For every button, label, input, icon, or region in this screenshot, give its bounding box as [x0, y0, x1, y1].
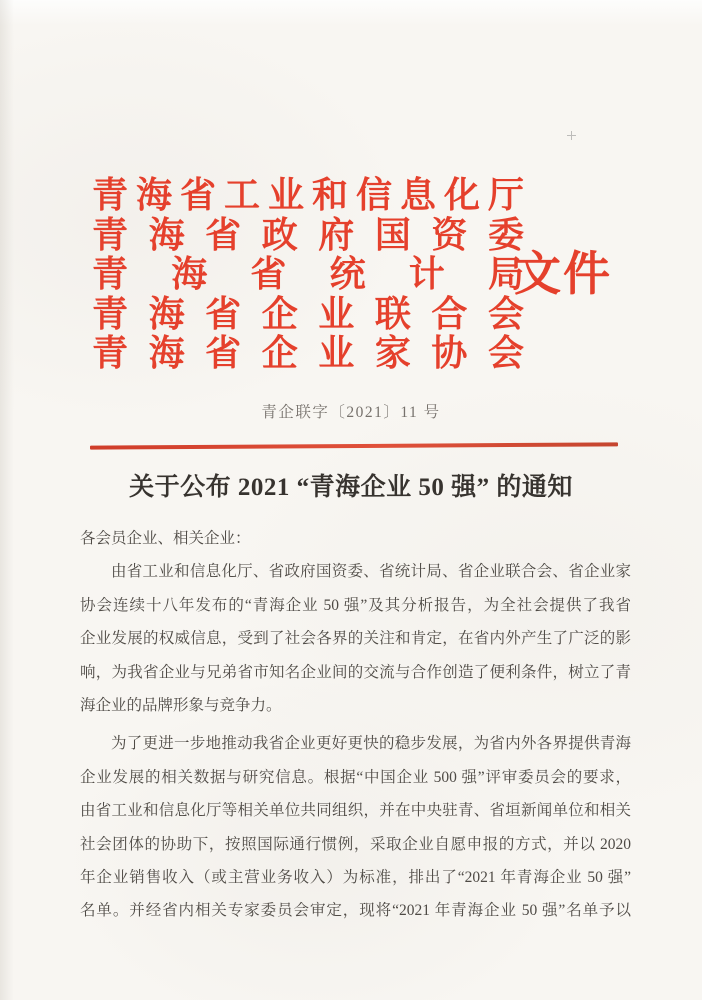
body-line: 海企业的品牌形象与竞争力。: [80, 697, 282, 715]
document-number: 青企联字〔2021〕11 号: [261, 404, 441, 421]
body-line: 协会连续十八年发布的“青海企业 50 强”及其分析报告，为全社会提供了我省: [80, 596, 631, 614]
org-name-line: 青海省企业家协会: [92, 333, 524, 374]
org-name-line: 青海省工业和信息化厅: [92, 175, 524, 215]
paragraphs: [80, 555, 631, 927]
document-title: 关于公布 2021 “青海企业 50 强” 的通知: [129, 474, 573, 501]
registration-mark: [567, 131, 576, 140]
body-line: 由省工业和信息化厅等相关单位共同组织，并在中央驻青、省垣新闻单位和相关: [80, 802, 631, 820]
paragraph: [80, 727, 631, 927]
paragraph: [80, 555, 631, 722]
salutation: 各会员企业、相关企业：: [80, 530, 251, 547]
document-body: [80, 522, 631, 928]
body-line: 企业发展的权威信息，受到了社会各界的关注和肯定，在省内外产生了广泛的影: [80, 630, 631, 648]
body-line: 企业发展的相关数据与研究信息。根据“中国企业 500 强”评审委员会的要求，: [80, 768, 631, 786]
body-line: 为了更进一步地推动我省企业更好更快的稳步发展，为省内外各界提供青海: [111, 735, 631, 753]
body-line: 名单。并经省内相关专家委员会审定，现将“2021 年青海企业 50 强”名单予以: [80, 902, 631, 920]
org-name-line: 青海省企业联合会: [92, 293, 524, 334]
letterhead-document-word: 文件: [514, 249, 612, 301]
body-line: 由省工业和信息化厅、省政府国资委、省统计局、省企业联合会、省企业家: [111, 563, 631, 581]
body-line: 响，为我省企业与兄弟省市知名企业间的交流与合作创造了便利条件，树立了青: [80, 663, 631, 681]
body-line: 社会团体的协助下，按照国际通行惯例，采取企业自愿申报的方式，并以 2020: [80, 835, 631, 853]
issuing-organizations: [92, 176, 524, 374]
org-name-line: 青海省统计局: [92, 254, 524, 295]
red-divider-rule: [90, 442, 618, 449]
org-name-line: 青海省政府国资委: [92, 214, 524, 255]
letterhead: [92, 176, 524, 374]
body-line: 年企业销售收入（或主营业务收入）为标准，排出了“2021 年青海企业 50 强”: [80, 869, 631, 887]
